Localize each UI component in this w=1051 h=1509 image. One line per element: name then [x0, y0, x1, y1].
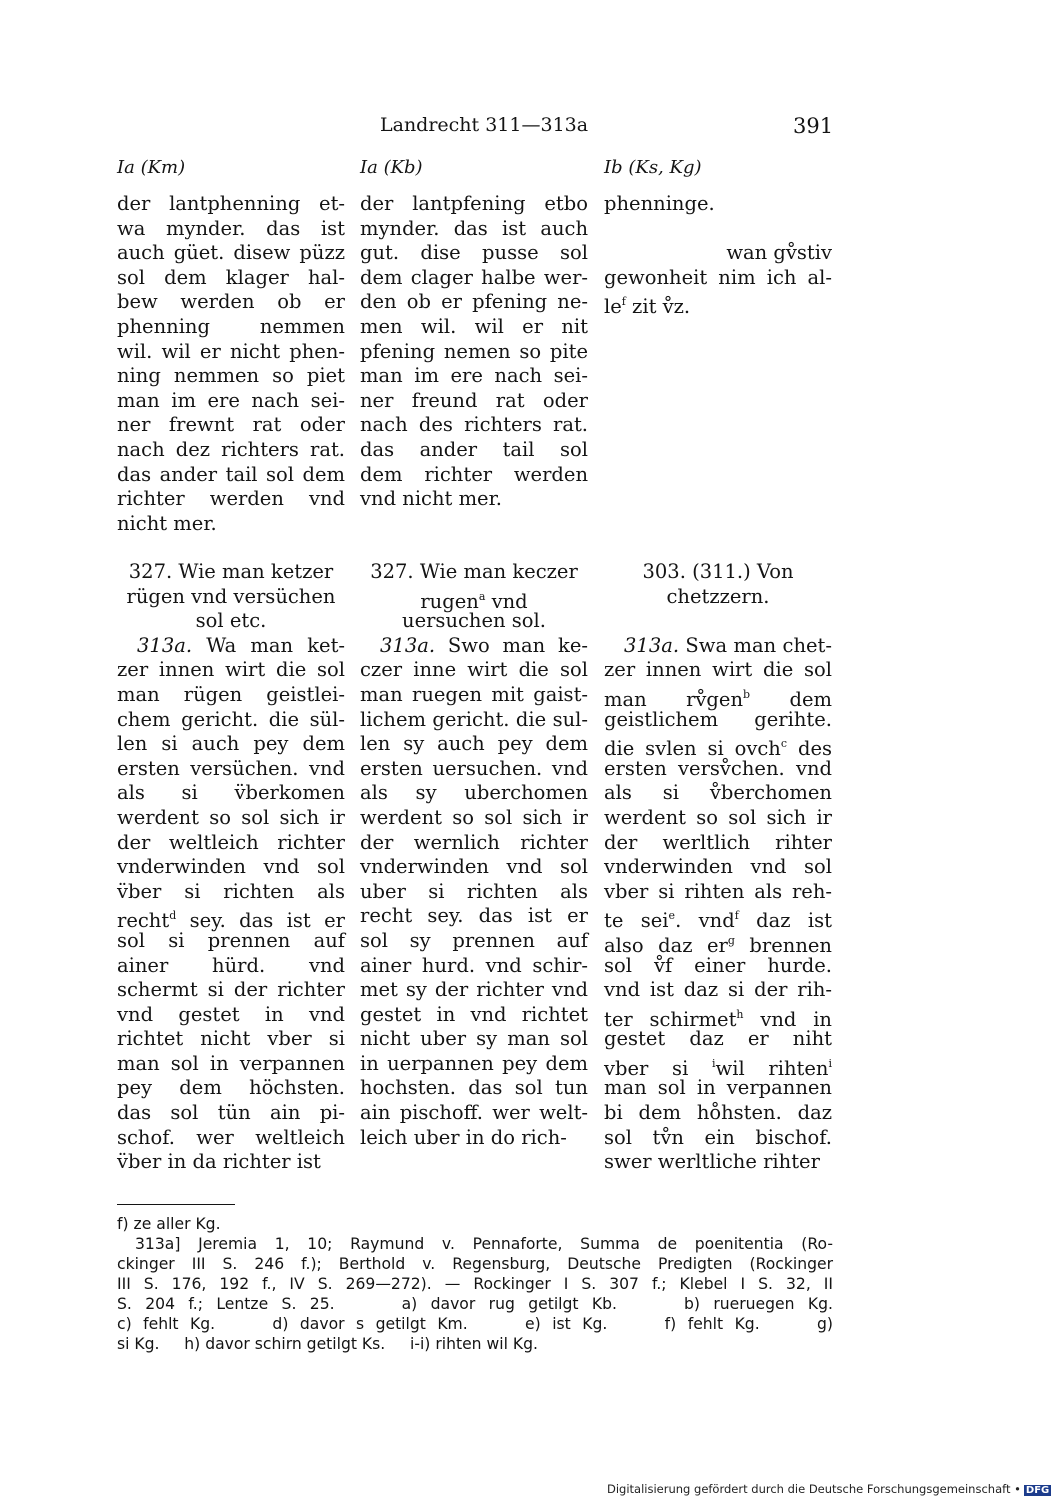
section-ib-ks-kg — [604, 560, 832, 1175]
column-ia-km — [117, 156, 345, 536]
text-line: len sy auch pey dem — [360, 732, 588, 756]
text-line: hochsten. das sol tun — [360, 1076, 588, 1100]
section-text — [117, 634, 345, 1175]
footnote-line: ckinger III S. 246 f.); Berthold v. Regensburg, Deutsche Predigten (Rockinger — [117, 1255, 833, 1273]
text-line: ersten versüchen. vnd — [117, 756, 345, 780]
text-line: vnd gestet in vnd — [117, 1002, 345, 1026]
text-line: werdent so sol sich ir — [360, 805, 588, 829]
text-line: v̈ber si richten als — [117, 879, 345, 903]
footnote-line: S. 204 f.; Lentze S. 25. a) davor rug getilgt Kb. b) rueruegen Kg. — [117, 1295, 833, 1313]
footnote-marker: c — [780, 737, 788, 751]
text-line: vber si $^i$wil rihten$^i$ — [604, 1056, 832, 1080]
text-line: gestet daz er niht — [604, 1027, 832, 1051]
text-line: vnd nicht mer. — [360, 487, 502, 511]
section-number: 313a. — [137, 633, 193, 657]
text-line: der werltlich rihter — [604, 830, 832, 854]
text-line: ner frewnt rat oder — [117, 413, 345, 437]
page-number: 391 — [793, 114, 834, 138]
section-heading — [117, 560, 345, 634]
footnote-marker: b — [743, 687, 751, 701]
text-line: bew werden ob er — [117, 290, 345, 314]
column-ib-ks-kg — [604, 156, 832, 319]
heading-line: 327. Wie man keczer — [370, 560, 578, 583]
text-line: 313a. Swo man ke- — [380, 633, 588, 657]
text-line: man sol in verpannen — [604, 1076, 832, 1100]
text-line: 313a. Swa man chet- — [624, 633, 832, 657]
footnote-marker: f — [621, 295, 626, 309]
text-line: leich uber in do rich- — [360, 1125, 567, 1149]
text-line: te sei$^e$. vnd$^f$ daz ist — [604, 909, 832, 933]
footnote-line: f) ze aller Kg. — [117, 1215, 221, 1233]
heading-line: 327. Wie man ketzer — [128, 560, 334, 583]
text-line: swer werltliche rihter — [604, 1150, 820, 1174]
text-line: der weltleich richter — [117, 830, 345, 854]
text-line: richter werden vnd — [117, 487, 345, 511]
text-line: man rv̊gen$^b$ dem — [604, 687, 832, 711]
text-line: ain pischoff. wer welt- — [360, 1101, 588, 1125]
funding-note-text: Digitalisierung gefördert durch die Deutsche Forschungsgemeinschaft • — [607, 1482, 1021, 1496]
section-ia-kb — [360, 560, 588, 1150]
text-line: richtet nicht vber si — [117, 1027, 345, 1051]
text-line: v̈ber in da richter ist — [117, 1150, 321, 1174]
footnote-marker: h — [736, 1007, 744, 1021]
footnote-marker: e — [668, 909, 676, 923]
text-line: zer innen wirt die sol — [604, 658, 832, 682]
section-text — [604, 634, 832, 1175]
text-line: czer inne wirt die sol — [360, 658, 588, 682]
dfg-logo: DFG — [1025, 1485, 1050, 1496]
text-line: nicht mer. — [117, 511, 217, 535]
text-line: bi dem ho̊hsten. daz — [604, 1101, 832, 1125]
text-line: recht sey. das ist er — [360, 904, 588, 928]
text-line: uber si richten als — [360, 879, 588, 903]
text-line: ainer hurd. vnd schir- — [360, 953, 588, 977]
text-line: gewonheit nim ich al- — [604, 265, 832, 289]
column-text — [117, 192, 345, 536]
text-line: mynder. das ist auch — [360, 216, 588, 240]
column-siglum: Ia (Km) — [117, 157, 186, 178]
text-line: $le^f$ zit v̊z. — [604, 295, 691, 319]
text-line: wil. wil er nicht phen- — [117, 339, 345, 363]
heading-line: rugen$^a$ vnd — [420, 589, 528, 613]
text-line: als sy uberchomen — [360, 781, 588, 805]
text-line: lichem gericht. die sul- — [360, 707, 588, 731]
section-number: 313a. — [380, 633, 436, 657]
text-line: der wernlich richter — [360, 830, 588, 854]
text-line: man im ere nach sei- — [360, 364, 588, 388]
text-line: dem richter werden — [360, 462, 588, 486]
footnote-marker: g — [727, 933, 735, 947]
section-number: 313a. — [624, 633, 680, 657]
text-line: phenninge. — [604, 192, 715, 215]
text-line: sol dem klager hal- — [117, 265, 345, 289]
text-line: vber si rihten als reh- — [604, 879, 832, 903]
text-line: ersten uersuchen. vnd — [360, 756, 588, 780]
text-line: wa mynder. das ist — [117, 216, 345, 240]
text-line: men wil. wil er nit — [360, 314, 588, 338]
text-line: die svlen si ovch$^c$ des — [604, 737, 832, 761]
footnote-line: si Kg. h) davor schirn getilgt Ks. i-i) rihten wil Kg. — [117, 1335, 538, 1353]
text-line: man sol in verpannen — [117, 1051, 345, 1075]
text-line: dem clager halbe wer- — [360, 265, 588, 289]
text-line: sol tv̊n ein bischof. — [604, 1125, 832, 1149]
text-line: den ob er pfening ne- — [360, 290, 588, 314]
footnote-marker: f — [734, 909, 739, 923]
text-line: ning nemmen so piet — [117, 364, 345, 388]
spacer — [604, 609, 832, 634]
text-line: sol si prennen auf — [117, 928, 345, 952]
text-line: werdent so sol sich ir — [604, 805, 832, 829]
text-line: man im ere nach sei- — [117, 388, 345, 412]
text-line: pfening nemen so pite — [360, 339, 588, 363]
text-line: als si v̈berkomen — [117, 781, 345, 805]
footnote-line: c) fehlt Kg. d) davor s getilgt Km. e) ist Kg. f) fehlt Kg. g) — [117, 1315, 833, 1333]
footnotes — [117, 1214, 833, 1354]
text-line: chem gericht. die sül- — [117, 707, 345, 731]
text-line: vnderwinden vnd sol — [117, 855, 345, 879]
text-line: sol v̊f einer hurde. — [604, 953, 832, 977]
footnote-rule — [117, 1204, 235, 1205]
text-line: das ander tail sol dem — [117, 462, 345, 486]
text-line: ersten versv̊chen. vnd — [604, 756, 832, 780]
text-line: also daz $er^g$ brennen — [604, 933, 832, 957]
footnote-marker: i — [828, 1056, 832, 1070]
text-line: phenning nemmen — [117, 314, 345, 338]
text-line: geistlichem gerihte. — [604, 707, 832, 731]
text-line: schof. wer weltleich — [117, 1125, 345, 1149]
text-line: len si auch pey dem — [117, 732, 345, 756]
text-line: gut. dise pusse sol — [360, 241, 588, 265]
heading-line: sol etc. — [195, 609, 267, 633]
text-line: nicht uber sy man sol — [360, 1027, 588, 1051]
section-heading — [604, 560, 832, 634]
text-line: der lantpfening etbo — [360, 192, 588, 215]
text-line: recht$^d$ sey. das ist er — [117, 909, 345, 933]
text-line: vnderwinden vnd sol — [360, 855, 588, 879]
text-line: pey dem höchsten. — [117, 1076, 345, 1100]
column-text — [360, 192, 588, 512]
footnote-marker: d — [169, 909, 177, 923]
heading-line: 303. (311.) Von — [642, 560, 794, 583]
text-line: gestet in vnd richtet — [360, 1002, 588, 1026]
text-line: in uerpannen pey dem — [360, 1051, 588, 1075]
text-line: ner freund rat oder — [360, 388, 588, 412]
text-line: 313a. Wa man ket- — [137, 633, 345, 657]
running-title: Landrecht 311—313a — [380, 114, 589, 136]
text-line: vnderwinden vnd sol — [604, 855, 832, 879]
footnote-line: 313a] Jeremia 1, 10; Raymund v. Pennaforte, Summa de poenitentia (Ro- — [135, 1235, 833, 1253]
text-line: ainer hürd. vnd — [117, 953, 345, 977]
column-siglum: Ib (Ks, Kg) — [604, 157, 702, 178]
text-line: als si v̊berchomen — [604, 781, 832, 805]
funding-note — [607, 1482, 1051, 1496]
text-line: werdent so sol sich ir — [117, 805, 345, 829]
text-line: der lantphenning et- — [117, 192, 345, 215]
footnote-line: III S. 176, 192 f., IV S. 269—272). — Rockinger I S. 307 f.; Klebel I S. 32, II — [117, 1275, 833, 1293]
text-line — [604, 217, 832, 242]
footnote-marker: i — [712, 1056, 716, 1070]
text-line: auch güet. disew püzz — [117, 241, 345, 265]
section-ia-km — [117, 560, 345, 1175]
text-line: nach des richters rat. — [360, 413, 588, 437]
text-line: sol sy prennen auf — [360, 928, 588, 952]
text-line: man ruegen mit gaist- — [360, 682, 588, 706]
text-line: das sol tün ain pi- — [117, 1101, 345, 1125]
text-line: nach dez richters rat. — [117, 437, 345, 461]
column-siglum: Ia (Kb) — [360, 157, 423, 178]
text-line: zer innen wirt die sol — [117, 658, 345, 682]
footnote-marker: a — [478, 589, 486, 603]
text-line: ter schirmet$^h$ vnd in — [604, 1007, 832, 1031]
section-text — [360, 634, 588, 1150]
column-text — [604, 192, 832, 319]
text-line: schermt si der richter — [117, 978, 345, 1002]
column-ia-kb — [360, 156, 588, 512]
text-line: vnd ist daz si der rih- — [604, 978, 832, 1002]
heading-line: chetzzern. — [666, 584, 770, 608]
text-line: das ander tail sol — [360, 437, 588, 461]
text-line: man rügen geistlei- — [117, 682, 345, 706]
text-line: wan gv̊stiv — [726, 241, 832, 265]
text-line: met sy der richter vnd — [360, 978, 588, 1002]
section-heading — [360, 560, 588, 634]
heading-line: rügen vnd versüchen — [126, 584, 336, 608]
heading-line: uersuchen sol. — [402, 609, 546, 633]
